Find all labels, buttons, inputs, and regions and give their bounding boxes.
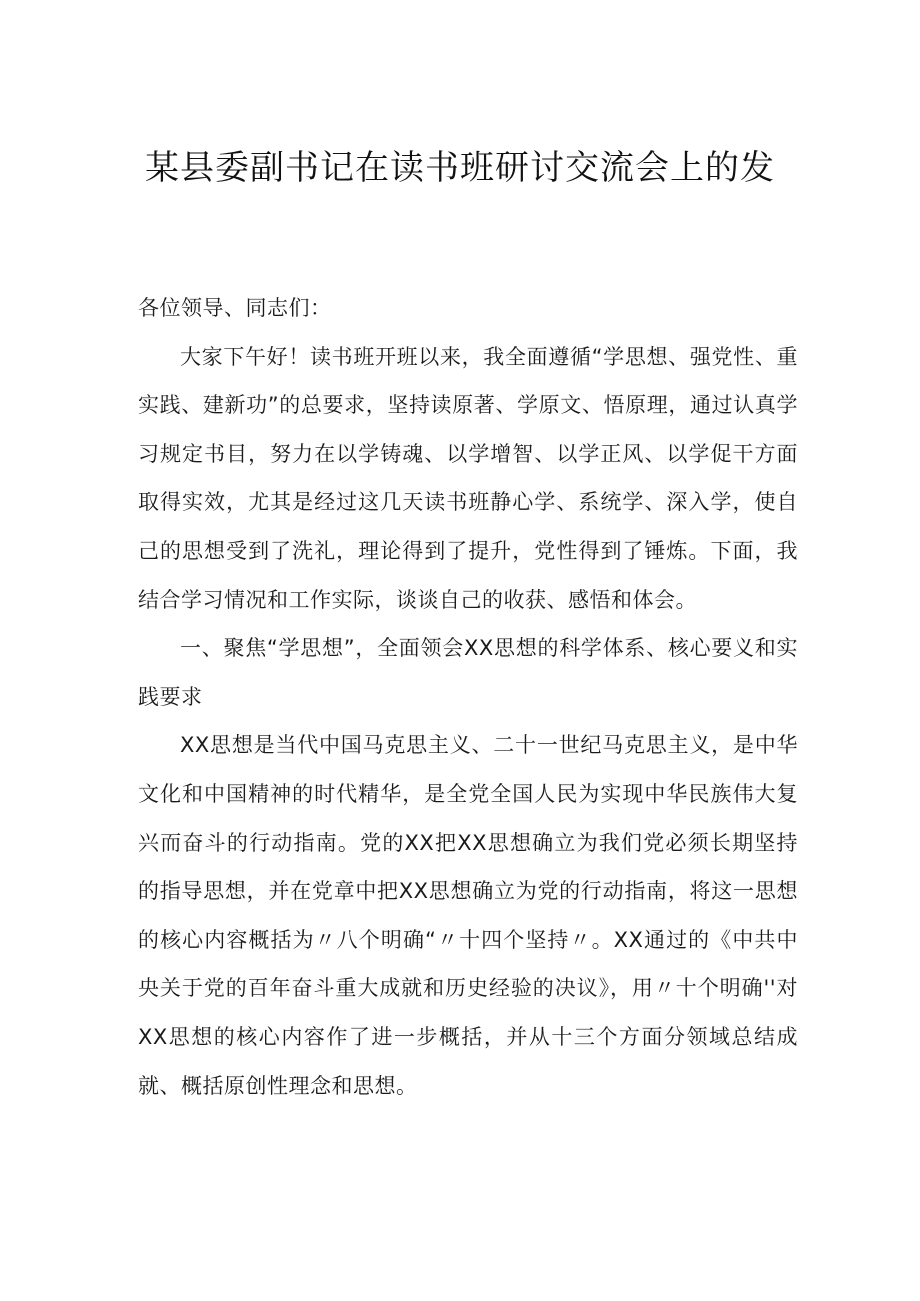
document-body: [138, 284, 798, 1110]
section-heading-1: 一、聚焦“学思想”，全面领会XX思想的科学体系、核心要义和实践要求: [138, 636, 798, 709]
salutation: 各位领导、同志们：: [138, 296, 332, 320]
page-title: 某县委副书记在读书班研讨交流会上的发: [145, 148, 775, 188]
paragraph-opening: 大家下午好！读书班开班以来，我全面遵循“学思想、强党性、重实践、建新功”的总要求，坚持读原著、学原文、悟原理，通过认真学习规定书目，努力在以学铸魂、以学增智、以学正风、以学促干方面取得实效，尤其是经过这几天读书班静心学、系统学、深入学，使自己的思想受到了洗礼，理论得到了提升，党性得到了锤炼。下面，我结合学习情况和工作实际，谈谈自己的收获、感悟和体会。: [138, 344, 798, 612]
paragraph-section-1: XX思想是当代中国马克思主义、二十一世纪马克思主义，是中华文化和中国精神的时代精华，是全党全国人民为实现中华民族伟大复兴而奋斗的行动指南。党的XX把XX思想确立为我们党必须长期坚持的指导思想，并在党章中把XX思想确立为党的行动指南，将这一思想的核心内容概括为〃八个明确“〃十四个坚持〃。XX通过的《中共中央关于党的百年奋斗重大成就和历史经验的决议》，用〃十个明确''对XX思想的核心内容作了进一步概括，并从十三个方面分领域总结成就、概括原创性理念和思想。: [138, 733, 798, 1098]
